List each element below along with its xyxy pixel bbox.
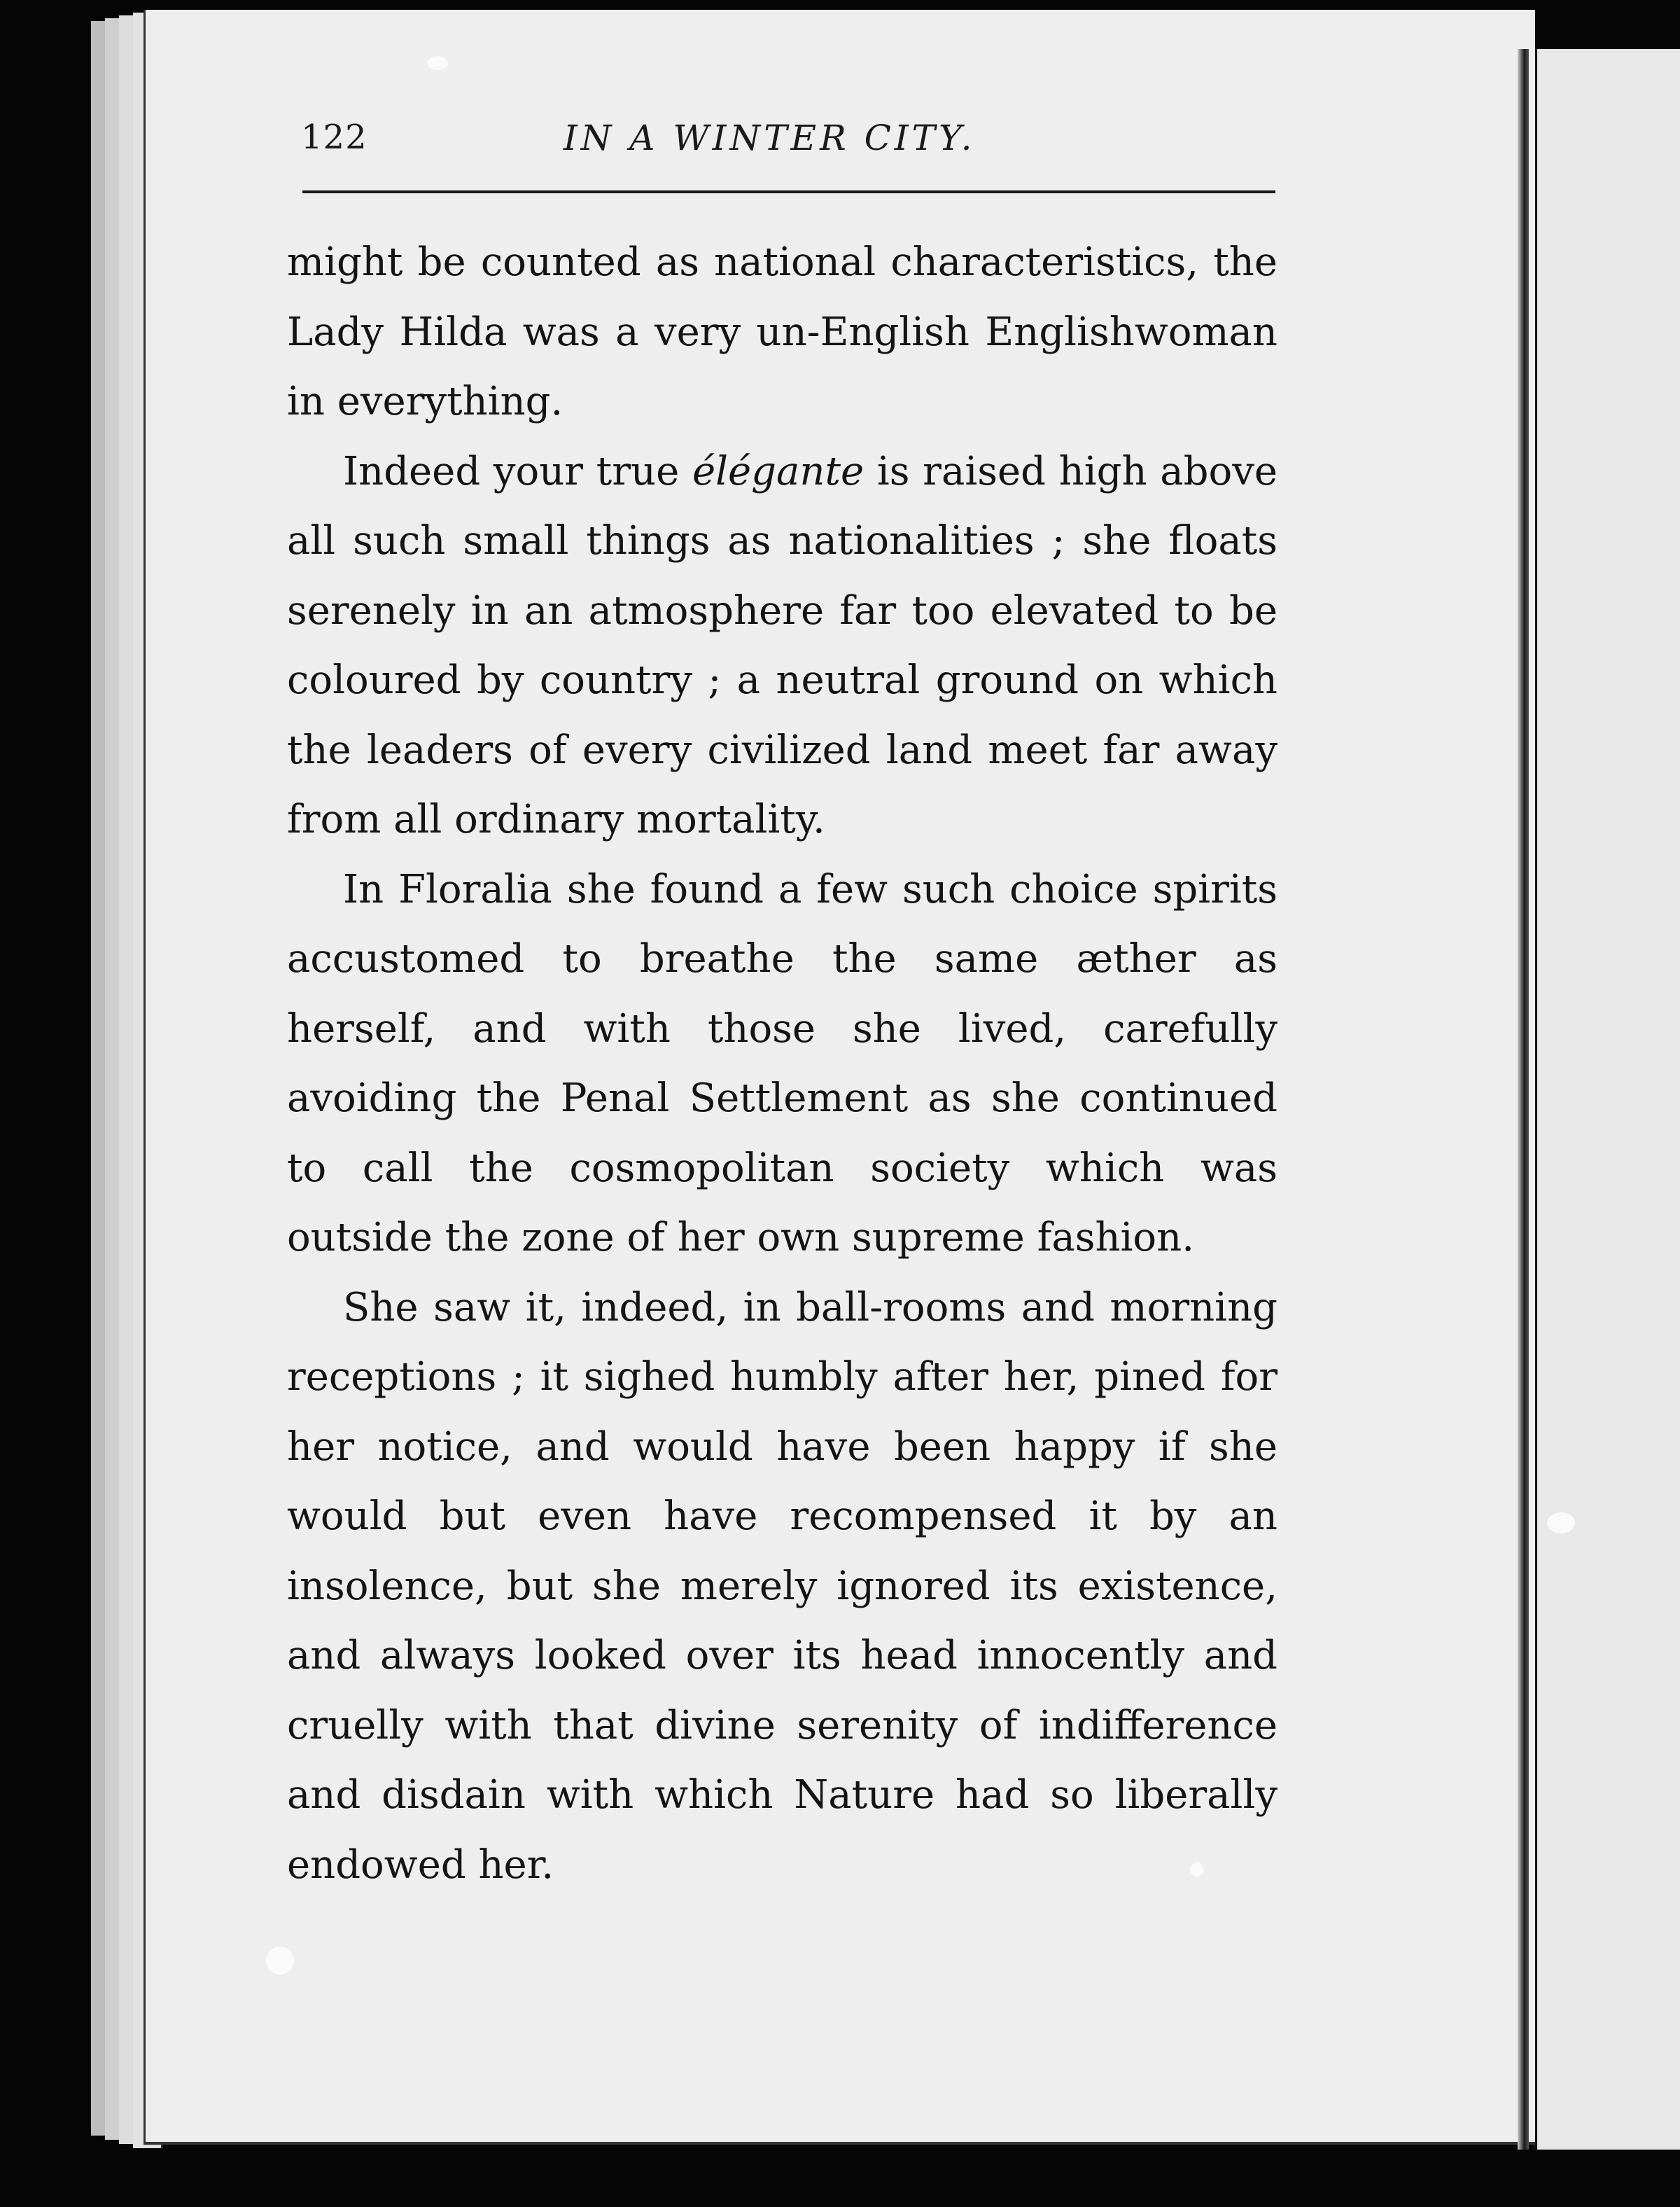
scan-speck xyxy=(1547,1512,1575,1533)
body-text xyxy=(287,228,1278,1900)
running-head xyxy=(301,118,1274,174)
paragraph-1-text: might be counted as national characteristics, the Lady Hilda was a very un-English Englishwoman in everything. xyxy=(287,239,1278,424)
paragraph-3 xyxy=(287,855,1278,1273)
paragraph-3-text: In Floralia she found a few such choice spirits accustomed to breathe the same æther as herself, and with those she lived, carefully avoiding the Penal Settlement as she continued to call the cosmopolitan society which was outside the zone of her own supreme fashion. xyxy=(287,866,1278,1260)
paragraph-2 xyxy=(287,437,1278,855)
scan-speck xyxy=(427,56,448,70)
book-binding xyxy=(1518,49,1529,2150)
scan-speck xyxy=(266,1947,294,1975)
paragraph-2-text-start: Indeed your true xyxy=(343,448,692,494)
header-rule xyxy=(302,190,1275,193)
running-title: IN A WINTER CITY. xyxy=(564,118,976,158)
page-number: 122 xyxy=(301,118,368,157)
paragraph-2-italic-word: élégante xyxy=(692,448,864,494)
scan-speck xyxy=(1190,1863,1204,1877)
paragraph-4 xyxy=(287,1273,1278,1900)
paragraph-1 xyxy=(287,228,1278,437)
facing-page-edge xyxy=(1533,49,1680,2150)
paragraph-2-text-end: is raised high above all such small things as nationalities ; she floats serenely in an atmosphere far too elevated to be coloured by country ; a neutral ground on which the leaders of every civilized land meet far away from all ordinary mortality. xyxy=(287,448,1278,842)
paragraph-4-text: She saw it, indeed, in ball-rooms and morning receptions ; it sighed humbly after her, pined for her notice, and would have been happy if she would but even have recompensed it by an insolence, but she merely ignored its existence, and always looked over its head innocently and cruelly with that divine serenity of indifference and disdain with which Nature had so liberally endowed her. xyxy=(287,1284,1278,1888)
